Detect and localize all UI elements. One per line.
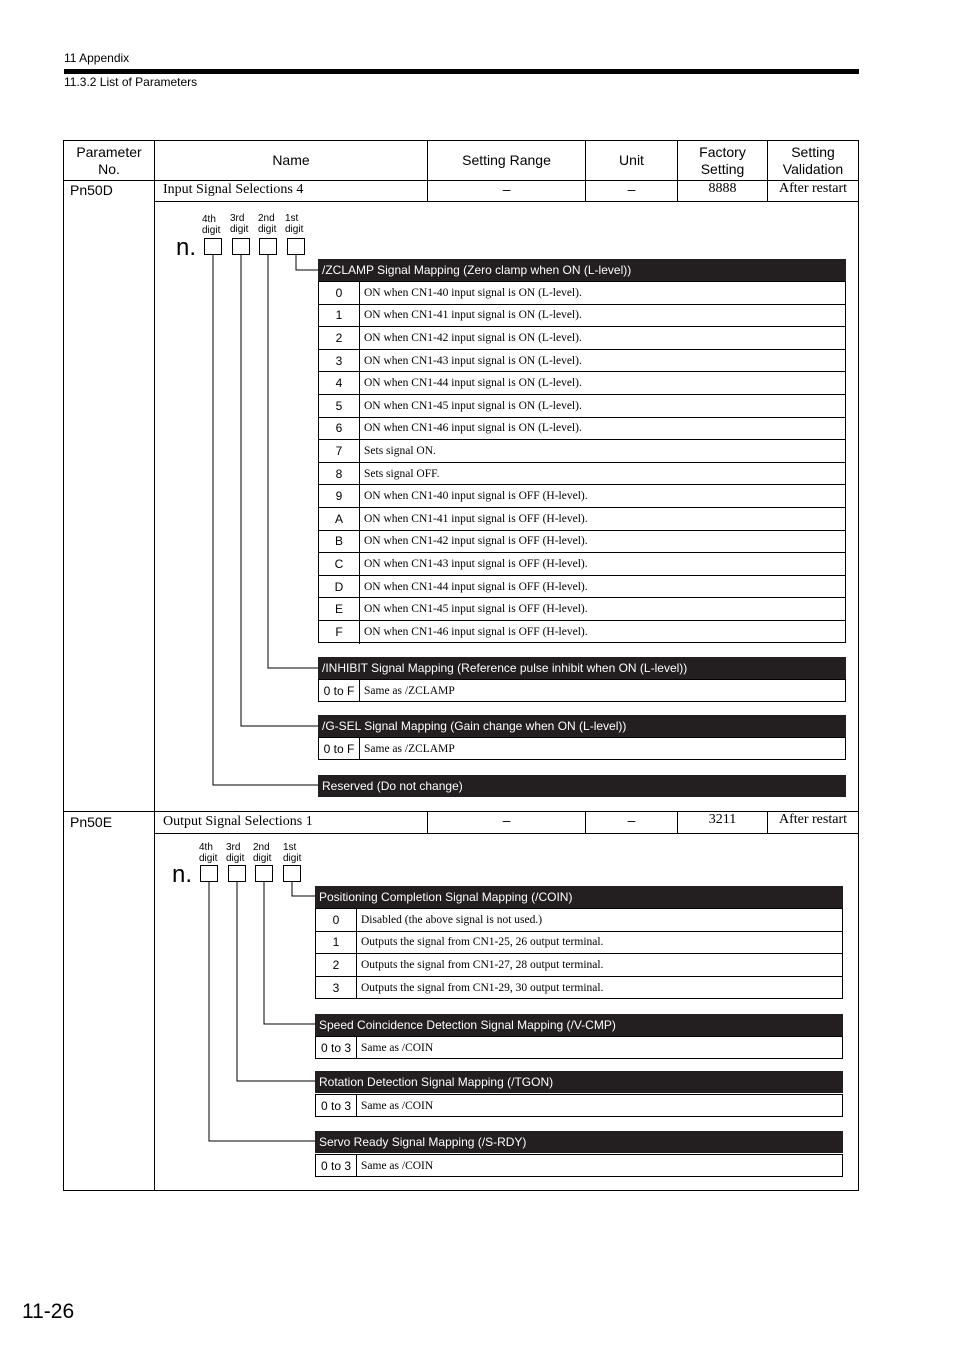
option-description: Same as /ZCLAMP bbox=[364, 684, 455, 697]
option-code: 1 bbox=[319, 305, 360, 327]
option-code: 1 bbox=[316, 932, 357, 954]
option-description: Disabled (the above signal is not used.) bbox=[361, 913, 543, 926]
option-description: Outputs the signal from CN1-27, 28 output terminal. bbox=[361, 958, 604, 971]
pn50e-coin-header: Positioning Completion Signal Mapping (/COIN) bbox=[315, 886, 843, 908]
pn50e-srdy-header: Servo Ready Signal Mapping (/S-RDY) bbox=[315, 1131, 843, 1153]
option-description: Sets signal OFF. bbox=[364, 467, 440, 480]
option-code: F bbox=[319, 621, 360, 644]
list-item bbox=[316, 1155, 842, 1176]
pn50d-factory-setting: 8888 bbox=[708, 181, 737, 196]
option-code: 4 bbox=[319, 372, 360, 394]
option-description: Same as /COIN bbox=[361, 1159, 434, 1172]
pn50e-digit-label-2nd: 2nd digit bbox=[253, 842, 272, 864]
list-item bbox=[316, 954, 842, 977]
pn50e-vcmp-table bbox=[315, 1036, 843, 1059]
option-code: A bbox=[319, 508, 360, 530]
option-description: ON when CN1-40 input signal is ON (L-level). bbox=[364, 286, 582, 299]
option-code: 3 bbox=[319, 350, 360, 372]
pn50e-param-no: Pn50E bbox=[70, 814, 113, 830]
col-header-setting-validation: Setting Validation bbox=[782, 143, 844, 177]
option-code: 9 bbox=[319, 485, 360, 507]
option-code: 0 to F bbox=[319, 680, 360, 701]
col-header-param-no: Parameter No. bbox=[76, 143, 142, 177]
pn50e-tgon-table bbox=[315, 1094, 843, 1117]
option-description: ON when CN1-45 input signal is OFF (H-level). bbox=[364, 603, 588, 616]
option-description: ON when CN1-43 input signal is ON (L-level). bbox=[364, 354, 582, 367]
pn50d-unit: – bbox=[627, 181, 636, 197]
option-description: Same as /COIN bbox=[361, 1041, 434, 1054]
pn50e-setting-range: – bbox=[502, 812, 511, 828]
option-description: ON when CN1-44 input signal is ON (L-level). bbox=[364, 377, 582, 390]
pn50e-n-prefix: n. bbox=[172, 861, 193, 888]
pn50d-param-no: Pn50D bbox=[70, 182, 113, 198]
option-description: ON when CN1-44 input signal is OFF (H-level). bbox=[364, 580, 588, 593]
option-code: 2 bbox=[319, 327, 360, 349]
option-code: 0 bbox=[316, 909, 357, 931]
pn50e-unit: – bbox=[627, 812, 636, 828]
page-number: 11-26 bbox=[22, 1300, 75, 1323]
option-description: ON when CN1-41 input signal is ON (L-level). bbox=[364, 309, 582, 322]
option-code: 0 to F bbox=[319, 738, 360, 759]
pn50e-tgon-header: Rotation Detection Signal Mapping (/TGON) bbox=[315, 1071, 843, 1093]
option-code: 7 bbox=[319, 440, 360, 462]
option-description: ON when CN1-42 input signal is ON (L-level). bbox=[364, 331, 582, 344]
col-header-name: Name bbox=[272, 152, 310, 168]
option-code: D bbox=[319, 576, 360, 598]
option-code: 0 to 3 bbox=[316, 1095, 357, 1116]
list-item bbox=[316, 977, 842, 1000]
pn50d-n-prefix: n. bbox=[176, 234, 197, 261]
option-code: 0 to 3 bbox=[316, 1155, 357, 1176]
pn50e-factory-setting: 3211 bbox=[708, 812, 737, 827]
pn50e-digit-label-4th: 4th digit bbox=[199, 842, 218, 864]
pn50d-setting-range: – bbox=[502, 181, 511, 197]
option-code: E bbox=[319, 598, 360, 620]
option-description: Sets signal ON. bbox=[364, 444, 436, 457]
option-description: ON when CN1-46 input signal is ON (L-level). bbox=[364, 422, 582, 435]
list-item bbox=[316, 932, 842, 955]
col-header-setting-range: Setting Range bbox=[462, 152, 551, 168]
option-code: C bbox=[319, 553, 360, 575]
option-description: Outputs the signal from CN1-29, 30 output terminal. bbox=[361, 981, 604, 994]
pn50d-digit-label-4th: 4th digit bbox=[202, 214, 221, 236]
pn50d-zclamp-header: /ZCLAMP Signal Mapping (Zero clamp when ON (L-level)) bbox=[318, 259, 846, 281]
pn50e-name: Output Signal Selections 1 bbox=[163, 814, 313, 829]
pn50e-vcmp-header: Speed Coincidence Detection Signal Mapping (/V-CMP) bbox=[315, 1014, 843, 1036]
pn50d-gsel-header: /G-SEL Signal Mapping (Gain change when ON (L-level)) bbox=[318, 715, 846, 737]
pn50d-name: Input Signal Selections 4 bbox=[163, 182, 304, 197]
option-code: 3 bbox=[316, 977, 357, 1000]
pn50e-digit-label-1st: 1st digit bbox=[283, 842, 302, 864]
pn50d-digit-label-3rd: 3rd digit bbox=[230, 213, 249, 235]
option-description: ON when CN1-40 input signal is OFF (H-level). bbox=[364, 490, 588, 503]
section-heading: 11.3.2 List of Parameters bbox=[64, 75, 198, 89]
option-code: 2 bbox=[316, 954, 357, 976]
option-description: ON when CN1-42 input signal is OFF (H-level). bbox=[364, 535, 588, 548]
option-code: B bbox=[319, 531, 360, 553]
pn50d-digit-label-2nd: 2nd digit bbox=[258, 213, 277, 235]
option-description: ON when CN1-45 input signal is ON (L-level). bbox=[364, 399, 582, 412]
col-header-factory-setting: Factory Setting bbox=[699, 143, 746, 177]
list-item bbox=[316, 1095, 842, 1116]
option-description: ON when CN1-43 input signal is OFF (H-level). bbox=[364, 557, 588, 570]
pn50e-coin-table bbox=[315, 908, 843, 999]
pn50d-reserved-header: Reserved (Do not change) bbox=[318, 775, 846, 797]
option-code: 0 to 3 bbox=[316, 1037, 357, 1058]
pn50e-digit-label-3rd: 3rd digit bbox=[226, 842, 245, 864]
option-code: 8 bbox=[319, 463, 360, 485]
pn50e-setting-validation: After restart bbox=[778, 812, 848, 827]
col-header-unit: Unit bbox=[619, 152, 644, 168]
option-description: ON when CN1-41 input signal is OFF (H-level). bbox=[364, 512, 588, 525]
list-item bbox=[316, 909, 842, 932]
chapter-heading: 11 Appendix bbox=[64, 51, 130, 65]
option-description: Same as /COIN bbox=[361, 1099, 434, 1112]
option-code: 6 bbox=[319, 418, 360, 440]
option-code: 0 bbox=[319, 282, 360, 304]
pn50e-srdy-table bbox=[315, 1154, 843, 1177]
option-description: ON when CN1-46 input signal is OFF (H-level). bbox=[364, 626, 588, 639]
pn50d-setting-validation: After restart bbox=[778, 181, 848, 196]
option-description: Same as /ZCLAMP bbox=[364, 742, 455, 755]
option-description: Outputs the signal from CN1-25, 26 output terminal. bbox=[361, 936, 604, 949]
list-item bbox=[316, 1037, 842, 1058]
pn50d-digit-label-1st: 1st digit bbox=[285, 213, 304, 235]
option-code: 5 bbox=[319, 395, 360, 417]
pn50d-inhibit-header: /INHIBIT Signal Mapping (Reference pulse inhibit when ON (L-level)) bbox=[318, 657, 846, 679]
